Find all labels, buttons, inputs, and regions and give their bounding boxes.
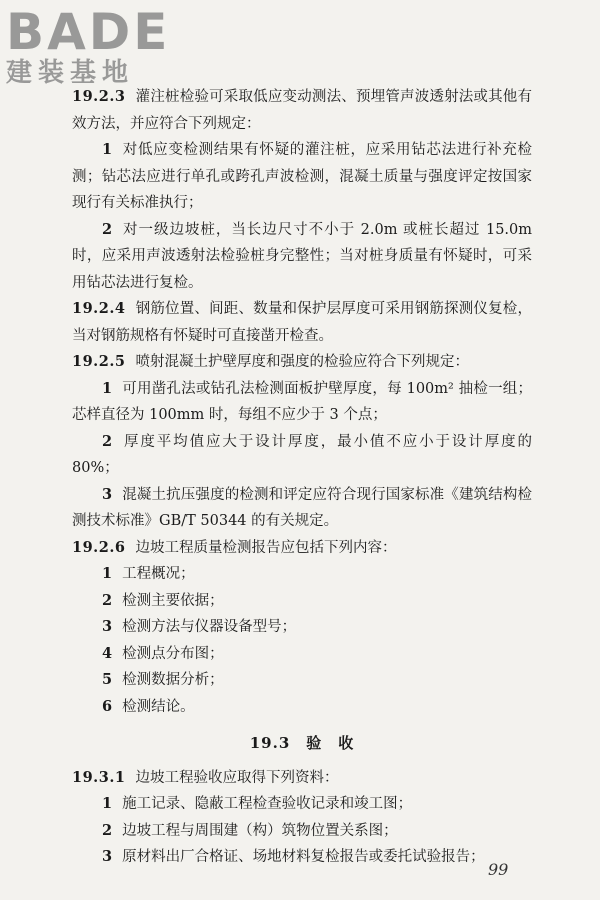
clause-19-3-1 <box>72 765 532 792</box>
logo-subtitle: 建装基地 <box>6 58 135 88</box>
item-text: 对低应变检测结果有怀疑的灌注桩，应采用钻芯法进行补充检测；钻芯法应进行单孔或跨孔声波检测，混凝土质量与强度评定按国家现行有关标准执行； <box>72 142 532 211</box>
clause-number: 19.2.4 <box>72 300 126 317</box>
item-text: 施工记录、隐蔽工程检查验收记录和竣工图； <box>122 796 413 812</box>
item-text: 检测主要依据； <box>122 592 224 609</box>
list-item <box>72 588 532 615</box>
list-item <box>72 561 532 588</box>
item-text: 检测点分布图； <box>122 645 224 662</box>
item-number: 2 <box>102 220 113 238</box>
list-item <box>72 818 532 845</box>
logo-brand: BADE <box>6 3 171 61</box>
item-number: 1 <box>102 565 113 582</box>
list-item <box>72 482 532 535</box>
item-text: 检测数据分析； <box>122 672 224 688</box>
item-number: 5 <box>102 671 113 688</box>
item-text: 检测结论。 <box>122 698 195 715</box>
item-number: 1 <box>102 795 113 812</box>
clause-text: 喷射混凝土护壁厚度和强度的检验应符合下列规定： <box>135 354 469 370</box>
item-text: 对一级边坡桩，当长边尺寸不小于 2.0m 或桩长超过 15.0m 时，应采用声波透射法检验桩身完整性；当对桩身质量有怀疑时，可采用钻芯法进行复检。 <box>72 221 532 291</box>
clause-text: 钢筋位置、间距、数量和保护层厚度可采用钢筋探测仪复检，当对钢筋规格有怀疑时可直接凿开检查。 <box>72 301 532 344</box>
list-item <box>72 694 532 721</box>
clause-number: 19.2.3 <box>72 88 126 105</box>
clause-number: 19.3.1 <box>72 768 126 786</box>
clause-19-2-6 <box>72 535 532 562</box>
page-number: 99 <box>488 860 509 879</box>
clause-number: 19.2.5 <box>72 353 126 370</box>
item-number: 2 <box>102 591 113 609</box>
section-number: 19.3 <box>249 734 291 752</box>
item-text: 边坡工程与周围建（构）筑物位置关系图； <box>122 822 398 839</box>
clause-text: 边坡工程验收应取得下列资料： <box>135 769 339 786</box>
item-number: 1 <box>102 379 113 397</box>
item-text: 混凝土抗压强度的检测和评定应符合现行国家标准《建筑结构检测技术标准》GB/T 50344 的有关规定。 <box>72 486 532 529</box>
list-item <box>72 791 532 818</box>
item-text: 厚度平均值应大于设计厚度，最小值不应小于设计厚度的 80%； <box>72 433 532 476</box>
item-number: 6 <box>102 697 113 715</box>
list-item <box>72 614 532 641</box>
item-number: 1 <box>102 141 113 158</box>
clause-19-2-5 <box>72 349 532 376</box>
section-title: 验 收 <box>306 734 355 752</box>
item-number: 3 <box>102 848 113 865</box>
list-item <box>72 641 532 668</box>
list-item <box>72 137 532 217</box>
item-number: 3 <box>102 618 113 635</box>
item-text: 原材料出厂合格证、场地材料复检报告或委托试验报告； <box>122 849 485 865</box>
item-text: 工程概况； <box>122 566 195 582</box>
list-item <box>72 376 532 429</box>
page-content <box>72 84 532 871</box>
item-number: 4 <box>102 644 113 662</box>
clause-text: 边坡工程质量检测报告应包括下列内容： <box>135 539 397 556</box>
clause-19-2-4 <box>72 296 532 349</box>
clause-19-2-3 <box>72 84 532 137</box>
site-logo <box>6 4 176 88</box>
item-number: 2 <box>102 432 113 450</box>
item-number: 2 <box>102 821 113 839</box>
list-item <box>72 429 532 482</box>
list-item <box>72 217 532 297</box>
item-text: 可用凿孔法或钻孔法检测面板护壁厚度，每 100m² 抽检一组；芯样直径为 100mm 时，每组不应少于 3 个点； <box>72 380 532 423</box>
clause-number: 19.2.6 <box>72 538 126 556</box>
section-heading <box>72 730 532 757</box>
clause-text: 灌注桩检验可采取低应变动测法、预埋管声波透射法或其他有效方法，并应符合下列规定： <box>72 89 532 132</box>
item-number: 3 <box>102 485 113 503</box>
item-text: 检测方法与仪器设备型号； <box>122 619 297 635</box>
list-item <box>72 667 532 694</box>
list-item <box>72 844 532 871</box>
